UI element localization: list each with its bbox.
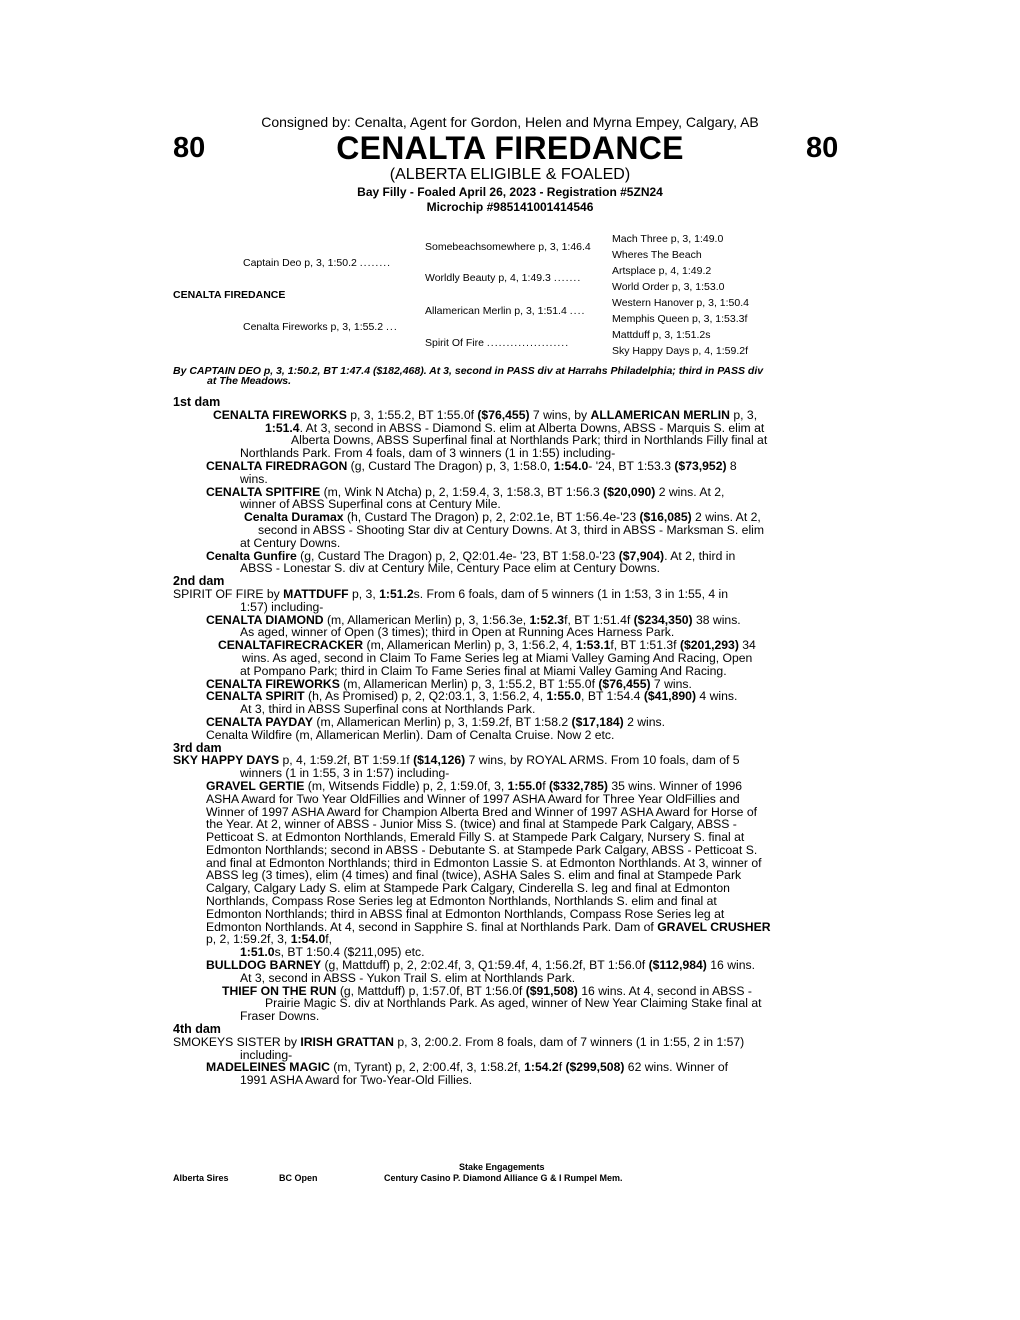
pedigree-g6: Memphis Queen p, 3, 1:53.3f <box>612 313 748 325</box>
produce-entry-cont: As aged, winner of Open (3 times); third in Open at Running Aces Harness Park. <box>240 625 675 640</box>
produce-entry-cont: Prairie Magic S. div at Northlands Park. As aged, winner of New Year Claiming Stake final at <box>265 996 762 1011</box>
pedigree-subject: CENALTA FIREDANCE <box>173 289 286 301</box>
grandproduce-entry-cont: at Century Downs. <box>240 535 341 550</box>
dam-entry-cont: 1:51.4. At 3, second in ABSS - Diamond S. elim at Alberta Downs, ABSS - Marquis S. elim at <box>265 420 765 435</box>
produce-entry: Cenalta Wildfire (m, Allamerican Merlin). Dam of Cenalta Cruise. Now 2 etc. <box>206 727 615 742</box>
produce-entry: MADELEINES MAGIC (m, Tyrant) p, 2, 2:00.4f, 3, 1:58.2f, 1:54.2f ($299,508) 62 wins. Winner of <box>206 1060 729 1075</box>
produce-entry-cont: Petticoat S. at Edmonton Northlands, Emerald Filly S. at Stampede Park Calgary, Nursery S. final at <box>206 830 745 845</box>
hip-number-right: 80 <box>806 132 839 164</box>
produce-entry-cont: Edmonton Northlands; second in ABSS - Debutante S. at Stampede Park Calgary, ABSS - Petticoat S. <box>206 842 758 857</box>
microchip: Microchip #985141001414546 <box>426 200 594 214</box>
produce-entry-cont: At 3, third in ABSS Superfinal cons at Northlands Park. <box>240 702 536 717</box>
pedigree-dam: Cenalta Fireworks p, 3, 1:55.2 ... <box>243 321 398 333</box>
produce-entry-cont: Calgary, Calgary Lady S. elim at Stampede Park Calgary, Cinderella S. leg and final at Edmonton <box>206 881 730 896</box>
pedigree-g5: Western Hanover p, 3, 1:50.4 <box>612 297 749 309</box>
produce-entry-cont: wins. <box>240 471 268 486</box>
pedigree-dam-sire: Allamerican Merlin p, 3, 1:51.4 .... <box>425 305 586 317</box>
pedigree-g7: Mattduff p, 3, 1:51.2s <box>612 329 711 341</box>
pedigree-g1: Mach Three p, 3, 1:49.0 <box>612 233 724 245</box>
hip-number-left: 80 <box>173 132 206 164</box>
produce-entry: CENALTA FIREDRAGON (g, Custard The Dragon) p, 3, 1:58.0, 1:54.0- '24, BT 1:53.3 ($73,952) 8 <box>206 458 737 473</box>
sire-tagline: By CAPTAIN DEO p, 3, 1:50.2, BT 1:47.4 ($182,468). At 3, second in PASS div at Harrahs Philadelphia; third in PASS div <box>173 365 764 377</box>
produce-entry: Cenalta Gunfire (g, Custard The Dragon) p, 2, Q2:01.4e- '23, BT 1:58.0-'23 ($7,904). At 2, third in <box>206 548 736 563</box>
produce-entry-cont: p, 2, 1:59.2f, 3, 1:54.0f, <box>206 932 333 947</box>
fourth-dam-heading: 4th dam <box>173 1022 221 1037</box>
pedigree-g2: Wheres The Beach <box>612 249 702 261</box>
produce-entry-cont: 1:51.0s, BT 1:50.4 ($211,095) etc. <box>240 945 425 960</box>
produce-entry: CENALTA PAYDAY (m, Allamerican Merlin) p, 3, 1:59.2f, BT 1:58.2 ($17,184) 2 wins. <box>206 714 666 729</box>
dam-entry-cont: Northlands Park. From 4 foals, dam of 3 winners (1 in 1:55) including- <box>240 446 616 461</box>
sire-tagline-cont: at The Meadows. <box>207 375 292 387</box>
produce-entry-cont: Northlands, Compass Rose Series leg at Edmonton Northlands, Northlands S. elim and final at <box>206 894 717 909</box>
third-dam-heading: 3rd dam <box>173 740 222 755</box>
grandproduce-entry: Cenalta Duramax (h, Custard The Dragon) p, 2, 2:02.1e, BT 1:56.4e-'23 ($16,085) 2 wins. At 2, <box>244 510 761 525</box>
produce-entry: CENALTA SPIRIT (h, As Promised) p, 2, Q2:03.1, 3, 1:56.2, 4, 1:55.0, BT 1:54.4 ($41,890) 4 wins. <box>206 689 738 704</box>
produce-entry-cont: Winner of 1997 ASHA Award for Champion Alberta Bred and Winner of 1997 ASHA Award for Horse of <box>206 804 758 819</box>
grandproduce-entry-cont: second in ABSS - Shooting Star div at Century Downs. At 3, third in ABSS - Marksman S. elim <box>258 522 765 537</box>
produce-entry-cont: and final at Edmonton Northlands; third in Edmonton Lassie S. at Edmonton Northlands. At 3, winner of <box>206 855 762 870</box>
produce-entry-cont: ASHA Award for Two Year OldFillies and Winner of 1997 ASHA Award for Three Year OldFillies and <box>206 791 740 806</box>
produce-entry-cont: Edmonton Northlands; third in ABSS final at Edmonton Northlands, Compass Rose Series leg at <box>206 906 725 921</box>
produce-entry-cont: At 3, second in ABSS - Yukon Trail S. elim at Northlands Park. <box>240 970 576 985</box>
dam-entry: SKY HAPPY DAYS p, 4, 1:59.2f, BT 1:59.1f ($14,126) 7 wins, by ROYAL ARMS. From 10 foals, dam of 5 <box>173 753 740 768</box>
pedigree-g3: Artsplace p, 4, 1:49.2 <box>612 265 712 277</box>
catalogue-body <box>173 396 853 1087</box>
pedigree-sire-sire: Somebeachsomewhere p, 3, 1:46.4 <box>425 241 591 253</box>
produce-entry: THIEF ON THE RUN (g, Mattduff) p, 1:57.0f, BT 1:56.0f ($91,508) 16 wins. At 4, second in ABSS - <box>222 983 752 998</box>
produce-entry: CENALTA FIREWORKS (m, Allamerican Merlin) p, 3, 1:55.2, BT 1:55.0f ($76,455) 7 wins. <box>206 676 692 691</box>
dam-entry: SPIRIT OF FIRE by MATTDUFF p, 3, 1:51.2s. From 6 foals, dam of 5 winners (1 in 1:53, 3 in 1:55, 4 in <box>173 586 728 601</box>
produce-entry: CENALTA SPITFIRE (m, Wink N Atcha) p, 2, 1:59.4, 3, 1:58.3, BT 1:56.3 ($20,090) 2 wins. At 2, <box>206 484 725 499</box>
second-dam-heading: 2nd dam <box>173 574 225 589</box>
produce-entry-cont: winner of ABSS Superfinal cons at Century Mile. <box>240 497 501 512</box>
horse-name: CENALTA FIREDANCE <box>336 130 684 166</box>
pedigree-sire: Captain Deo p, 3, 1:50.2 ........ <box>243 257 392 269</box>
produce-entry-cont: ABSS - Lonestar S. div at Century Mile, Century Pace elim at Century Downs. <box>240 561 660 576</box>
produce-entry-cont: Edmonton Northlands. At 4, second in Sapphire S. final at Northlands Park. Dam of GRAVEL CRUSHER <box>206 919 771 934</box>
dam-entry-cont: winners (1 in 1:55, 3 in 1:57) including- <box>240 766 450 781</box>
produce-entry-cont: Fraser Downs. <box>240 1009 320 1024</box>
produce-entry-cont: at Pompano Park; third in Claim To Fame Series final at Miami Valley Gaming And Racing. <box>240 663 727 678</box>
first-dam-heading: 1st dam <box>173 395 221 409</box>
produce-entry-cont: 1991 ASHA Award for Two-Year-Old Fillies. <box>240 1073 473 1088</box>
produce-entry-cont: ABSS leg (3 times), elim (4 times) and final (twice), ASHA Sales S. elim and final at Stampede Park <box>206 868 742 883</box>
dam-entry: SMOKEYS SISTER by IRISH GRATTAN p, 3, 2:00.2. From 8 foals, dam of 7 winners (1 in 1:55, 2 in 1:57) <box>173 1034 745 1049</box>
dam-entry: CENALTA FIREWORKS p, 3, 1:55.2, BT 1:55.0f ($76,455) 7 wins, by ALLAMERICAN MERLIN p, 3, <box>213 407 758 422</box>
pedigree-g4: World Order p, 3, 1:53.0 <box>612 281 725 293</box>
stake-bc-open: BC Open <box>279 1173 318 1183</box>
produce-entry: GRAVEL GERTIE (m, Witsends Fiddle) p, 2, 1:59.0f, 3, 1:55.0f ($332,785) 35 wins. Winner of 1996 <box>206 778 743 793</box>
consignor-line: Consigned by: Cenalta, Agent for Gordon, Helen and Myrna Empey, Calgary, AB <box>261 114 759 130</box>
produce-entry: CENALTAFIRECRACKER (m, Allamerican Merlin) p, 3, 1:56.2, 4, 1:53.1f, BT 1:51.3f ($201,293) 34 <box>218 638 756 653</box>
pedigree-dam-dam: Spirit Of Fire ..................... <box>425 337 570 349</box>
produce-entry-cont: wins. As aged, second in Claim To Fame Series leg at Miami Valley Gaming And Racing, Open <box>242 650 753 665</box>
pedigree-g8: Sky Happy Days p, 4, 1:59.2f <box>612 345 748 357</box>
dam-entry-cont: 1:57) including- <box>240 599 324 614</box>
horse-details: Bay Filly - Foaled April 26, 2023 - Registration #5ZN24 <box>357 185 663 199</box>
eligibility: (ALBERTA ELIGIBLE & FOALED) <box>389 166 631 183</box>
dam-entry-cont: Alberta Downs, ABSS Superfinal final at Northlands Park; third in Northlands Filly final at <box>291 433 768 448</box>
pedigree-sire-dam: Worldly Beauty p, 4, 1:49.3 ....... <box>425 272 582 284</box>
produce-entry-cont: the Year. At 2, winner of ABSS - Junior Miss S. (twice) and final at Stampede Park Calgary, ABSS - <box>206 817 737 832</box>
produce-entry: BULLDOG BARNEY (g, Mattduff) p, 2, 2:02.4f, 3, Q1:59.4f, 4, 1:56.2f, BT 1:56.0f ($112,984) 16 wins. <box>206 958 755 973</box>
produce-entry: CENALTA DIAMOND (m, Allamerican Merlin) p, 3, 1:56.3e, 1:52.3f, BT 1:51.4f ($234,350) 38 wins. <box>206 612 741 627</box>
stake-century-casino: Century Casino P. Diamond Alliance G & I Rumpel Mem. <box>384 1173 623 1183</box>
dam-entry-cont: including- <box>240 1047 293 1062</box>
stake-engagements-title: Stake Engagements <box>459 1162 545 1172</box>
stake-alberta-sires: Alberta Sires <box>173 1173 229 1183</box>
